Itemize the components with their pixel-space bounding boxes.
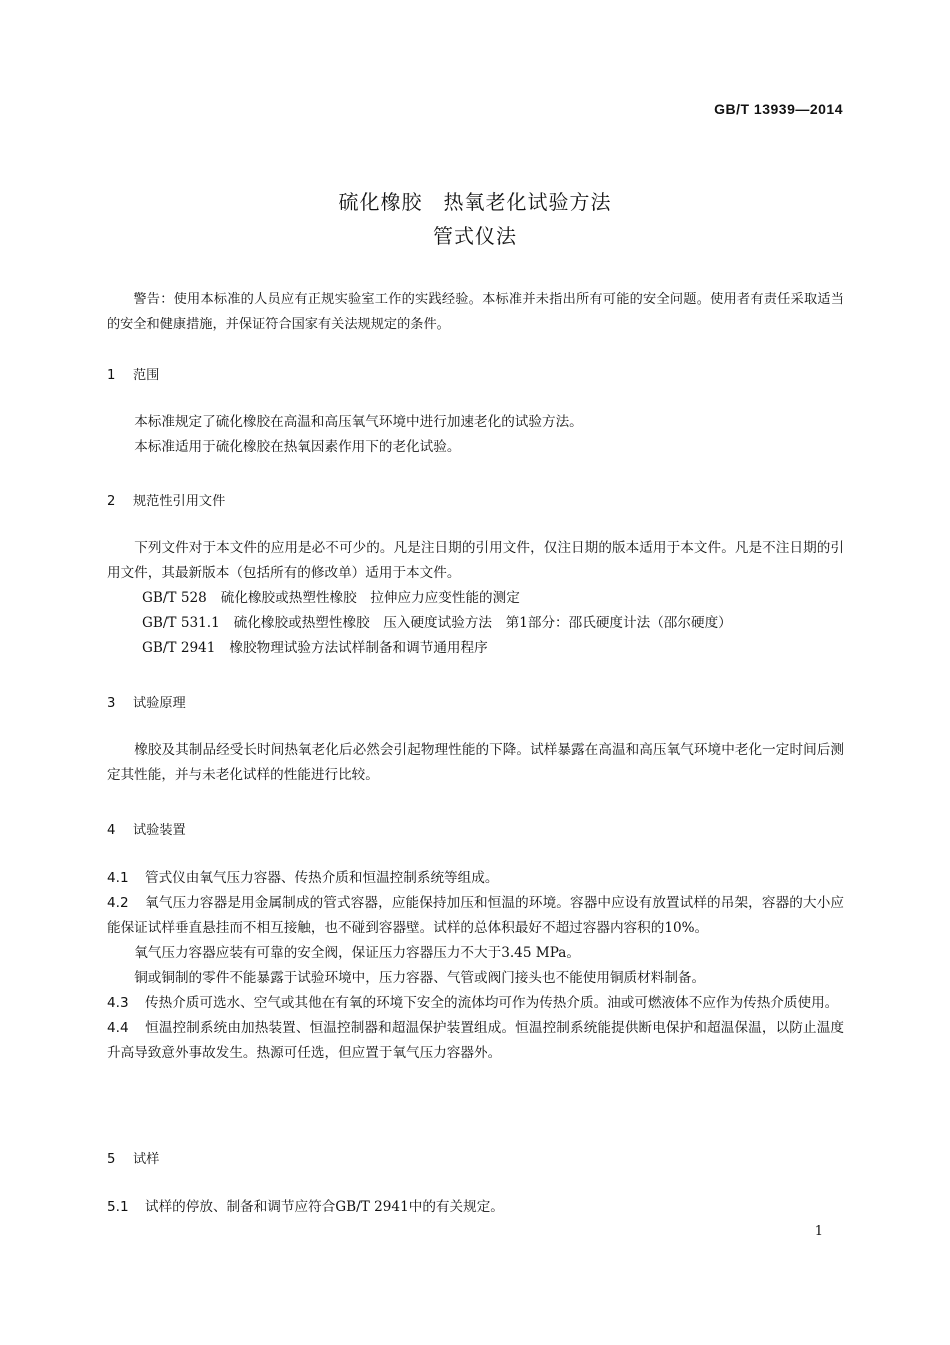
clause-text: 恒温控制系统由加热装置、恒温控制器和超温保护装置组成。恒温控制系统能提供断电保护和超温保温，以防止温度升高导致意外事故发生。热源可任选，但应置于氧气压力容器外。 (107, 1020, 844, 1061)
section-number: 3 (107, 696, 116, 711)
reference-item (107, 611, 844, 636)
clause-number: 4.3 (107, 995, 129, 1011)
paragraph: 本标准适用于硫化橡胶在热氧因素作用下的老化试验。 (134, 439, 461, 455)
clause-number: 4.4 (107, 1020, 129, 1036)
warning-paragraph (107, 287, 844, 337)
section-1-heading (107, 364, 159, 383)
clause-number: 4.2 (107, 895, 129, 911)
clause-text: 传热介质可选水、空气或其他在有氧的环境下安全的流体均可作为传热介质。油或可燃液体不应作为传热介质使用。 (145, 995, 839, 1011)
clause-text: 试样的停放、制备和调节应符合GB/T 2941中的有关规定。 (145, 1199, 504, 1215)
reference-title: 硫化橡胶或热塑性橡胶 压入硬度试验方法 第1部分：邵氏硬度计法（邵尔硬度） (233, 615, 732, 631)
page-number: 1 (814, 1224, 823, 1239)
paragraph: 本标准规定了硫化橡胶在高温和高压氧气环境中进行加速老化的试验方法。 (134, 414, 583, 430)
document-subtitle: 管式仪法 (433, 224, 517, 248)
paragraph: 铜或铜制的零件不能暴露于试验环境中，压力容器、气管或阀门接头也不能使用铜质材料制备。 (134, 970, 706, 986)
section-4-body (107, 866, 844, 1066)
reference-code: GB/T 531.1 (142, 615, 220, 631)
paragraph: 下列文件对于本文件的应用是必不可少的。凡是注日期的引用文件，仅注日期的版本适用于本文件。凡是不注日期的引用文件，其最新版本（包括所有的修改单）适用于本文件。 (107, 540, 844, 581)
paragraph: 橡胶及其制品经受长时间热氧老化后必然会引起物理性能的下降。试样暴露在高温和高压氧气环境中老化一定时间后测定其性能，并与未老化试样的性能进行比较。 (107, 742, 844, 783)
clause-4-2 (107, 891, 844, 941)
reference-item (107, 636, 844, 661)
reference-title: 硫化橡胶或热塑性橡胶 拉伸应力应变性能的测定 (220, 590, 520, 606)
clause-4-4 (107, 1016, 844, 1066)
section-5-body (107, 1195, 844, 1220)
clause-4-1 (107, 866, 844, 891)
reference-code: GB/T 2941 (142, 640, 216, 656)
clause-number: 4.1 (107, 870, 129, 886)
document-title: 硫化橡胶 热氧老化试验方法 (338, 190, 612, 214)
section-title: 试验装置 (133, 823, 186, 838)
section-4-heading (107, 819, 186, 838)
section-title: 试样 (133, 1152, 160, 1167)
section-3-heading (107, 692, 186, 711)
section-2-body (107, 536, 844, 661)
clause-4-3 (107, 991, 844, 1016)
reference-title: 橡胶物理试验方法试样制备和调节通用程序 (229, 640, 488, 656)
paragraph: 氧气压力容器应装有可靠的安全阀，保证压力容器压力不大于3.45 MPa。 (134, 945, 580, 961)
clause-text: 氧气压力容器是用金属制成的管式容器，应能保持加压和恒温的环境。容器中应设有放置试样的吊架，容器的大小应能保证试样垂直悬挂而不相互接触，也不碰到容器壁。试样的总体积最好不超过容器内容积的10%。 (107, 895, 844, 936)
clause-5-1 (107, 1195, 844, 1220)
standard-code: GB/T 13939—2014 (714, 101, 843, 117)
section-number: 5 (107, 1152, 116, 1167)
section-title: 范围 (133, 368, 160, 383)
section-2-heading (107, 490, 225, 509)
section-number: 4 (107, 823, 116, 838)
section-3-body (107, 738, 844, 788)
reference-code: GB/T 528 (142, 590, 207, 606)
section-1-body (107, 410, 844, 460)
section-number: 2 (107, 494, 116, 509)
section-number: 1 (107, 368, 116, 383)
section-title: 试验原理 (133, 696, 186, 711)
clause-text: 管式仪由氧气压力容器、传热介质和恒温控制系统等组成。 (145, 870, 499, 886)
clause-number: 5.1 (107, 1199, 129, 1215)
section-title: 规范性引用文件 (133, 494, 226, 509)
reference-item (107, 586, 844, 611)
section-5-heading (107, 1148, 159, 1167)
warning-text: 警告：使用本标准的人员应有正规实验室工作的实践经验。本标准并未指出所有可能的安全问题。使用者有责任采取适当的安全和健康措施，并保证符合国家有关法规规定的条件。 (107, 292, 844, 332)
